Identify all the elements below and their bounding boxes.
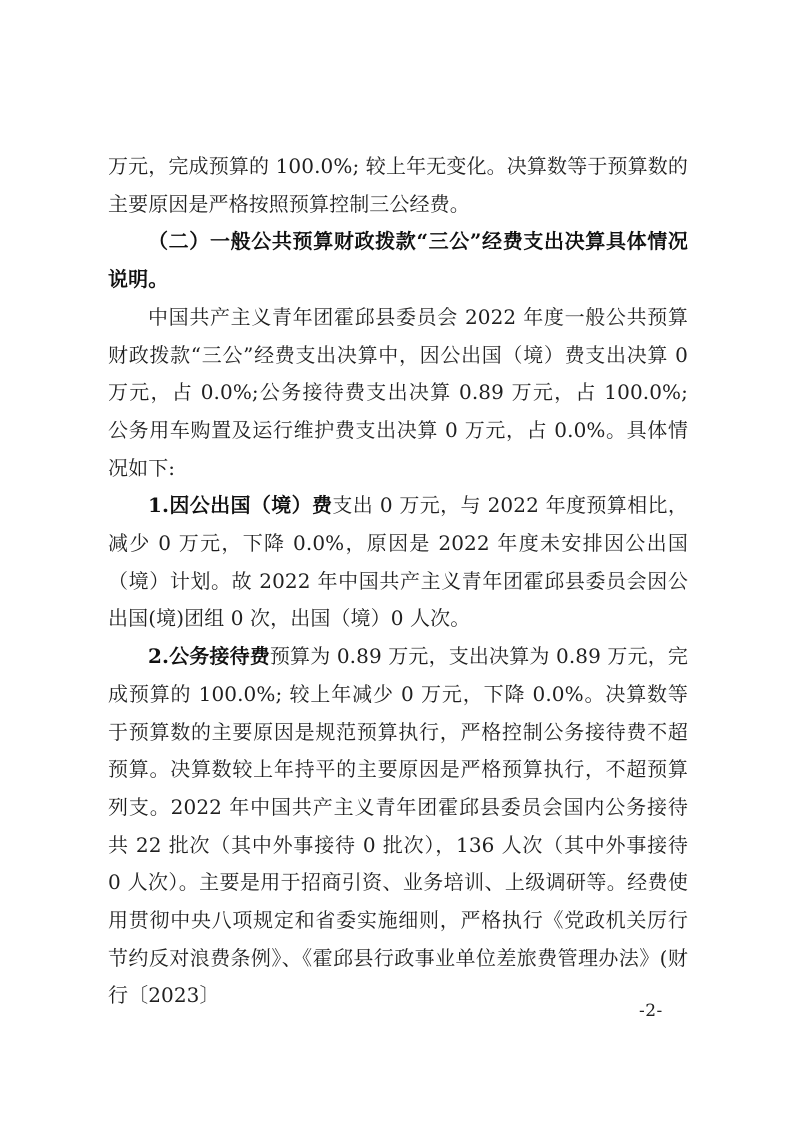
item-official-reception-title: 2.公务接待费 xyxy=(148,644,270,669)
item-overseas-travel xyxy=(108,487,688,638)
paragraph-continuation: 万元，完成预算的 100.0%; 较上年无变化。决算数等于预算数的主要原因是严格按照预算控制三公经费。 xyxy=(108,154,688,216)
paragraph-summary: 中国共产主义青年团霍邱县委员会 2022 年度一般公共预算财政拨款“三公”经费支出决算中，因公出国（境）费支出决算 0 万元，占 0.0%;公务接待费支出决算 0.89 万元，占 100.0%; 公务用车购置及运行维护费支出决算 0 万元，占 0.0%。具体情况如下: xyxy=(108,304,688,480)
item-official-reception xyxy=(108,638,688,1015)
document-body xyxy=(108,148,688,1015)
item-overseas-travel-title: 1.因公出国（境）费 xyxy=(148,493,333,518)
page-number: -2- xyxy=(639,1001,663,1021)
item-official-reception-text: 预算为 0.89 万元，支出决算为 0.89 万元，完成预算的 100.0%; 较上年减少 0 万元，下降 0.0%。决算数等于预算数的主要原因是规范预算执行，严格控制公务接待费不超预算。决算数较上年持平的主要原因是严格预算执行，不超预算列支。2022 年中国共产主义青年团霍邱县委员会国内公务接待共 22 批次（其中外事接待 0 批次），136 人次（其中外事接待 0 人次）。主要是用于招商引资、业务培训、上级调研等。经费使用贯彻中央八项规定和省委实施细则，严格执行《党政机关厉行节约反对浪费条例》、《霍邱县行政事业单位差旅费管理办法》(财行〔2023〕 xyxy=(108,644,688,1008)
section-heading: （二）一般公共预算财政拨款“三公”经费支出决算具体情况说明。 xyxy=(108,229,688,292)
item-overseas-travel-text: 支出 0 万元，与 2022 年度预算相比，减少 0 万元，下降 0.0%，原因是 2022 年度未安排因公出国（境）计划。故 2022 年中国共产主义青年团霍邱县委员会因公出国(境)团组 0 次，出国（境）0 人次。 xyxy=(108,493,688,631)
